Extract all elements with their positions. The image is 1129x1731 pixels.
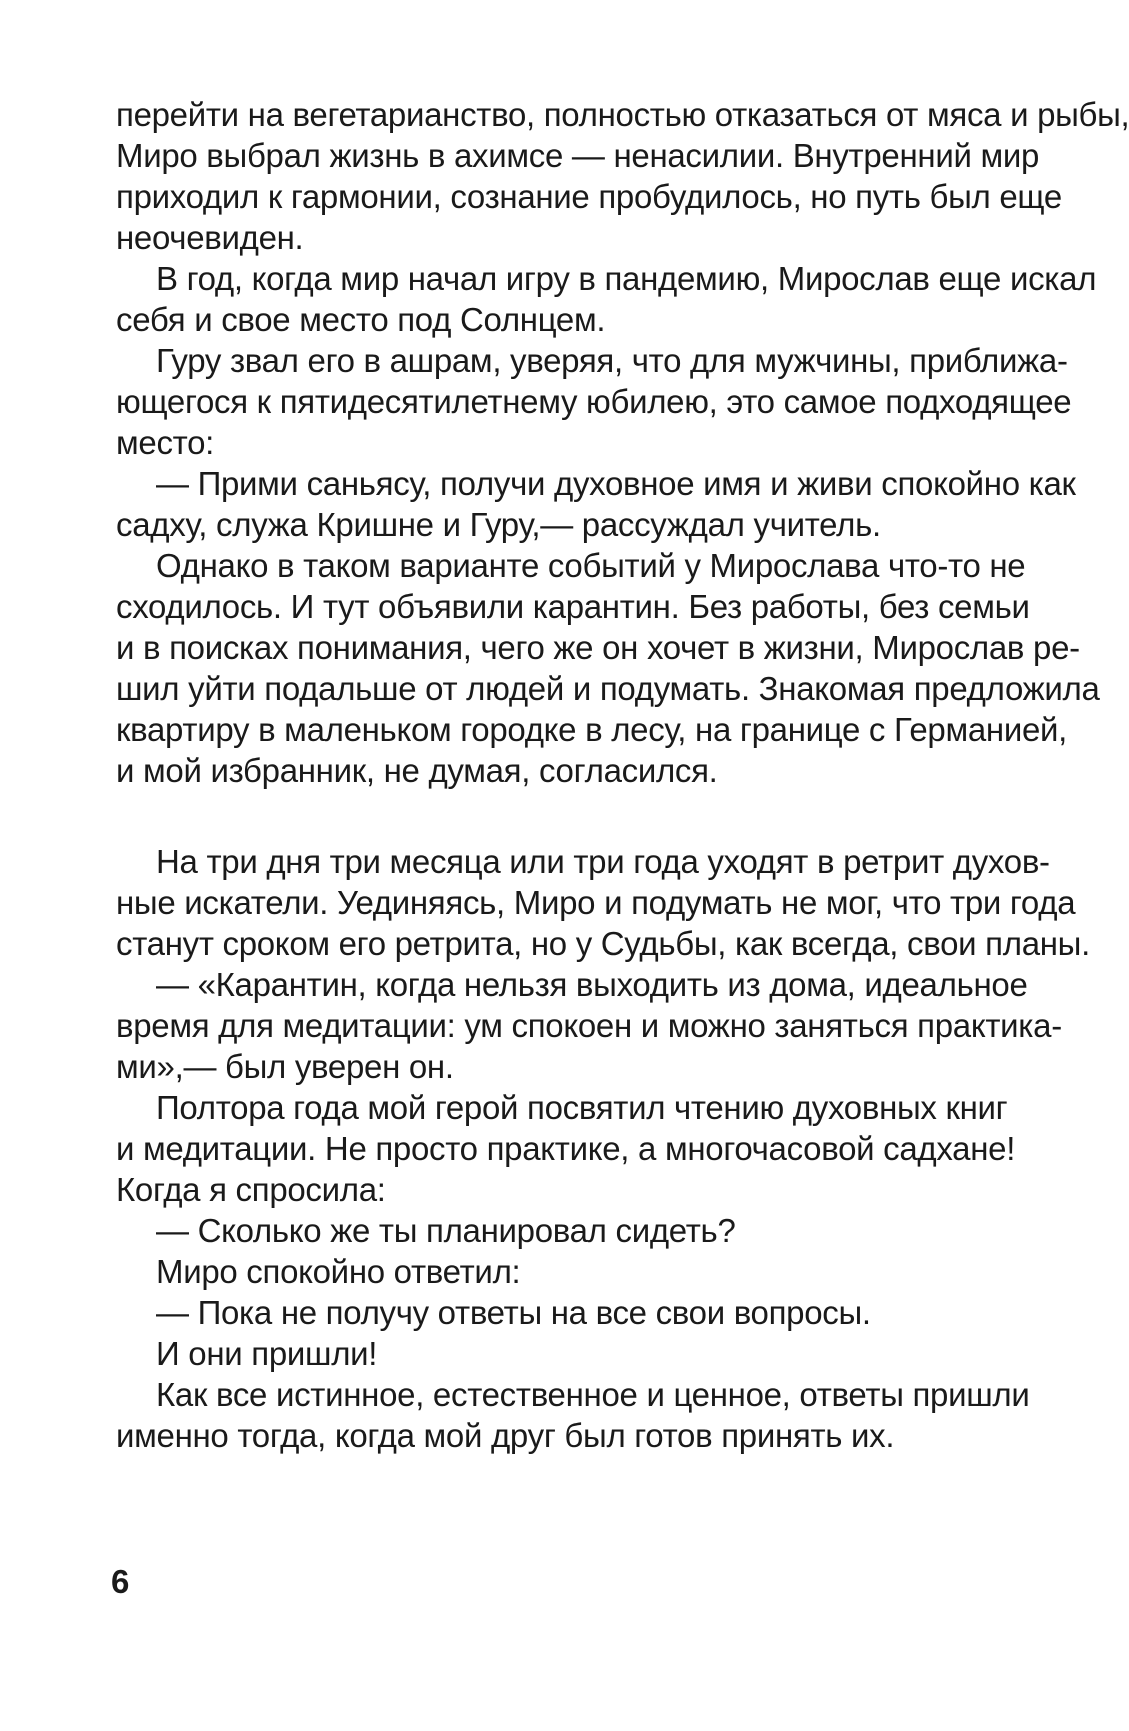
text-line: Как все истинное, естественное и ценное, ответы пришли <box>156 1376 1030 1413</box>
text-line: и в поисках понимания, чего же он хочет в жизни, Мирослав ре- <box>116 629 1080 666</box>
text-line: место: <box>116 424 215 461</box>
text-line: именно тогда, когда мой друг был готов принять их. <box>116 1417 895 1454</box>
text-line: себя и свое место под Солнцем. <box>116 301 606 338</box>
text-line: и мой избранник, не думая, согласился. <box>116 752 718 789</box>
text-line: И они пришли! <box>156 1335 378 1372</box>
text-line: В год, когда мир начал игру в пандемию, Мирослав еще искал <box>156 260 1097 297</box>
text-line: Однако в таком варианте событий у Мирослава что-то не <box>156 547 1026 584</box>
text-line: — Пока не получу ответы на все свои вопросы. <box>156 1294 871 1331</box>
text-line: и медитации. Не просто практике, а многочасовой садхане! <box>116 1130 1016 1167</box>
text-line: перейти на вегетарианство, полностью отказаться от мяса и рыбы, <box>116 96 1129 133</box>
text-line: квартиру в маленьком городке в лесу, на границе с Германией, <box>116 711 1068 748</box>
text-line: Миро спокойно ответил: <box>156 1253 521 1290</box>
text-line: — Прими саньясу, получи духовное имя и живи спокойно как <box>156 465 1076 502</box>
text-line: станут сроком его ретрита, но у Судьбы, как всегда, свои планы. <box>116 925 1090 962</box>
text-line: Гуру звал его в ашрам, уверяя, что для мужчины, приближа- <box>156 342 1068 379</box>
text-line: Миро выбрал жизнь в ахимсе — ненасилии. Внутренний мир <box>116 137 1040 174</box>
text-line: сходилось. И тут объявили карантин. Без работы, без семьи <box>116 588 1030 625</box>
text-line: приходил к гармонии, сознание пробудилось, но путь был еще <box>116 178 1062 215</box>
text-line: Когда я спросила: <box>116 1171 386 1208</box>
text-line: время для медитации: ум спокоен и можно заняться практика- <box>116 1007 1062 1044</box>
text-line: — Сколько же ты планировал сидеть? <box>156 1212 736 1249</box>
text-line: неочевиден. <box>116 219 304 256</box>
page-number: 6 <box>111 1563 130 1600</box>
text-line: На три дня три месяца или три года уходят в ретрит духов- <box>156 843 1050 880</box>
text-line: ющегося к пятидесятилетнему юбилею, это самое подходящее <box>116 383 1072 420</box>
text-line: ми»,— был уверен он. <box>116 1048 454 1085</box>
text-line: садху, служа Кришне и Гуру,— рассуждал учитель. <box>116 506 881 543</box>
text-line: ные искатели. Уединяясь, Миро и подумать не мог, что три года <box>116 884 1076 921</box>
text-line: шил уйти подальше от людей и подумать. Знакомая предложила <box>116 670 1100 707</box>
text-line: — «Карантин, когда нельзя выходить из дома, идеальное <box>156 966 1028 1003</box>
text-line: Полтора года мой герой посвятил чтению духовных книг <box>156 1089 1008 1126</box>
